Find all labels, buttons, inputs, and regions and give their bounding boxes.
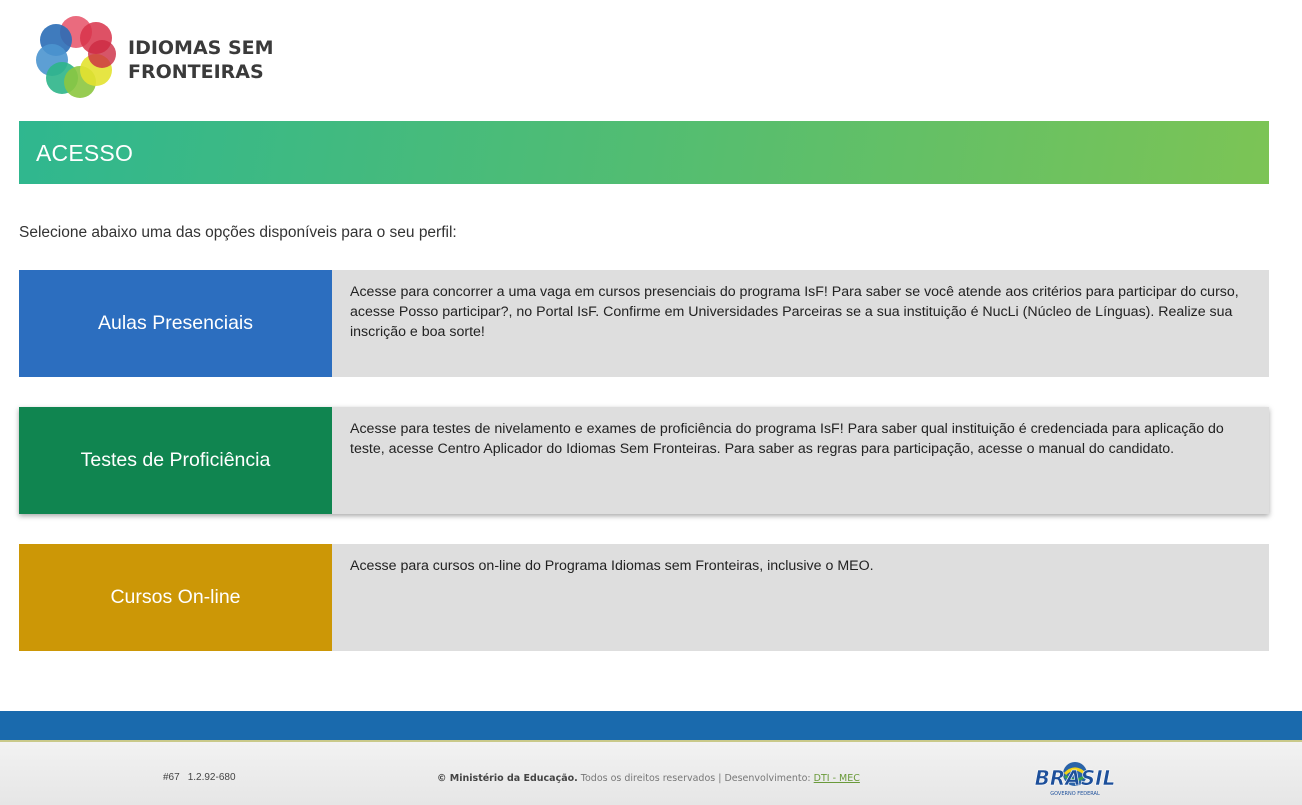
footer-band: [0, 711, 1302, 740]
version-number: 1.2.92-680: [187, 772, 236, 783]
copyright: [437, 773, 860, 784]
card-aulas-presenciais: [19, 270, 1269, 377]
card-description: Acesse para testes de nivelamento e exames de proficiência do programa IsF! Para saber qual instituição é credenciada para aplicação do teste, acesse Centro Aplicador do Idiomas Sem Fronteiras. Para saber as regras para participação, acesse o manual do candidato.: [350, 421, 1224, 457]
footer: [0, 742, 1302, 805]
testes-proficiencia-button[interactable]: Testes de Proficiência: [19, 407, 332, 514]
brasil-logo-text: BRASIL: [1034, 766, 1116, 790]
logo-text-line2: FRONTEIRAS: [128, 61, 264, 83]
version-info: [163, 772, 244, 783]
isf-logo-icon[interactable]: [34, 12, 124, 100]
aulas-presenciais-button[interactable]: Aulas Presenciais: [19, 270, 332, 377]
card-description: Acesse para cursos on-line do Programa Idiomas sem Fronteiras, inclusive o MEO.: [350, 558, 874, 574]
page-banner: [19, 121, 1269, 184]
card-testes-proficiencia: [19, 407, 1269, 514]
cursos-online-button[interactable]: Cursos On-line: [19, 544, 332, 651]
dev-link[interactable]: DTI - MEC: [813, 773, 860, 784]
brasil-logo-icon: [1025, 752, 1125, 802]
logo-text-line1: IDIOMAS SEM: [128, 37, 274, 59]
page-title: ACESSO: [36, 140, 134, 166]
card-description: Acesse para concorrer a uma vaga em cursos presenciais do programa IsF! Para saber se você atende aos critérios para participar do curso, acesse Posso participar?, no Portal IsF. Confirme em Universidades Parceiras se a sua instituição é NucLi (Núcleo de Línguas). Realize sua inscrição e boa sorte!: [350, 284, 1239, 340]
build-number: #67: [163, 772, 180, 783]
copyright-org: © Ministério da Educação.: [437, 773, 578, 784]
card-cursos-online: [19, 544, 1269, 651]
intro-text: Selecione abaixo uma das opções disponíveis para o seu perfil:: [19, 224, 457, 241]
logo-text: [128, 36, 274, 84]
header: [0, 0, 1302, 110]
brasil-logo-subtext: GOVERNO FEDERAL: [1050, 791, 1100, 797]
copyright-rights: Todos os direitos reservados | Desenvolvimento:: [580, 773, 811, 784]
